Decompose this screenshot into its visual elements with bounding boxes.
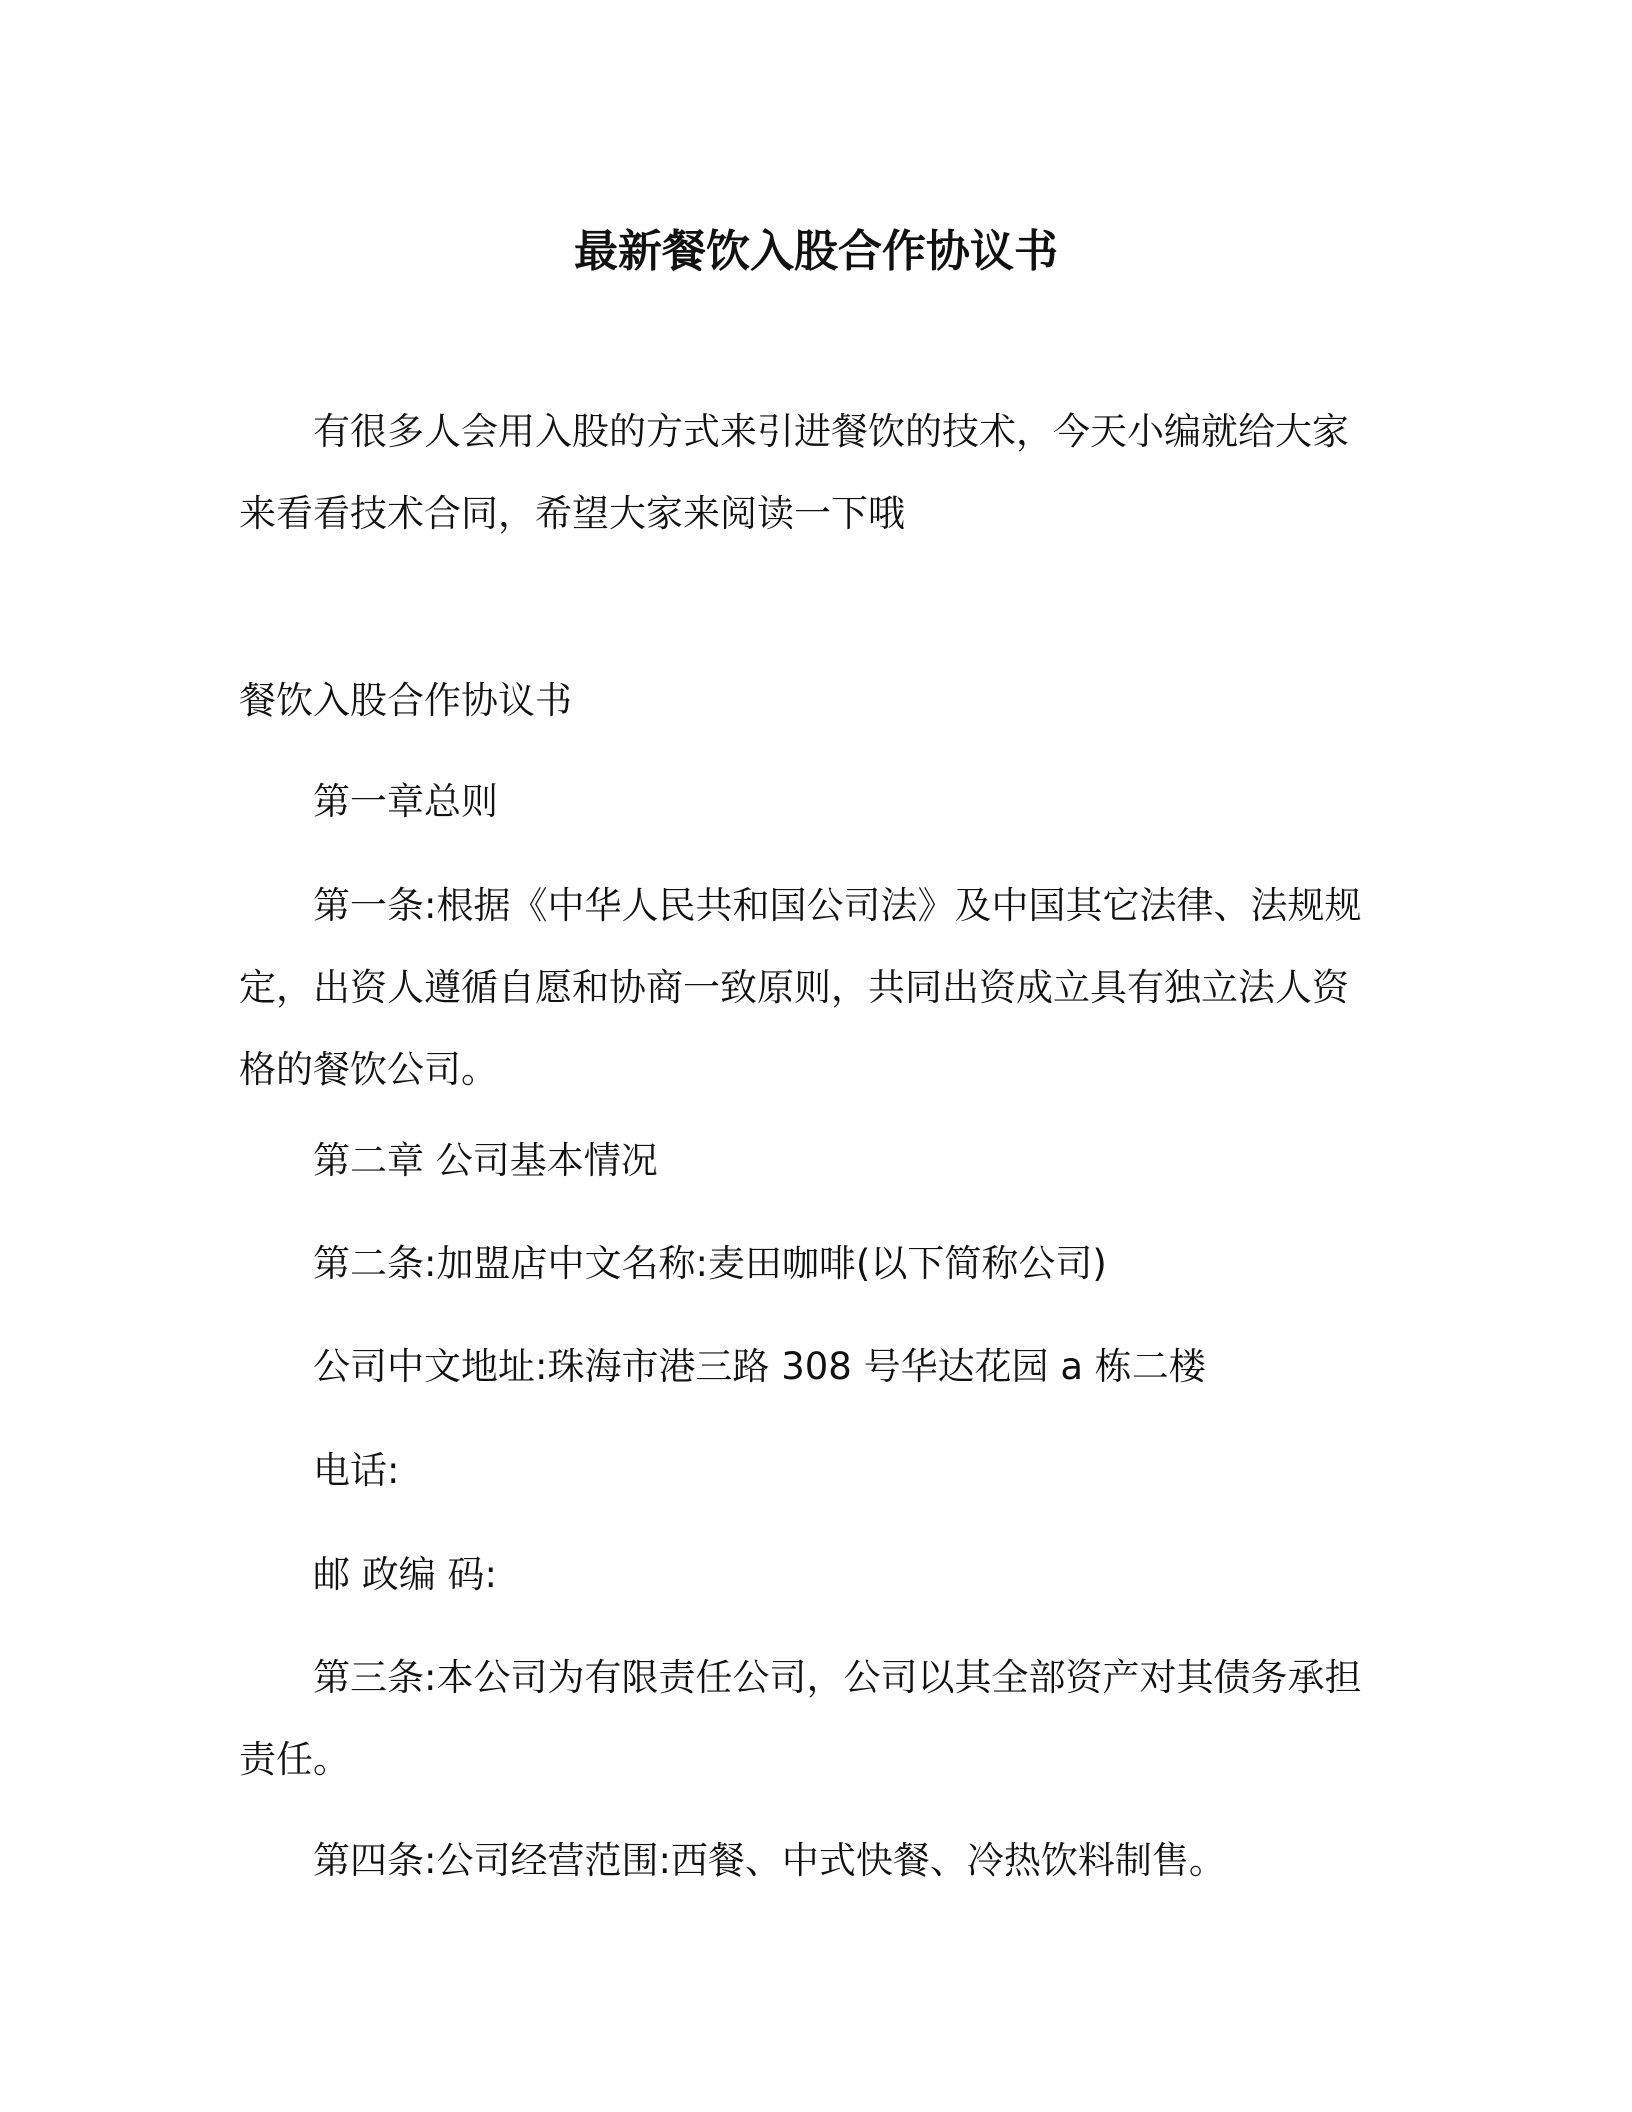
document-title: 最新餐饮入股合作协议书	[574, 226, 1058, 277]
intro-paragraph: 有很多人会用入股的方式来引进餐饮的技术，今天小编就给大家来看看技术合同，希望大家来阅读一下哦	[239, 410, 1349, 535]
article-4-paragraph: 第四条:公司经营范围:西餐、中式快餐、冷热饮料制售。	[313, 1839, 1226, 1882]
article-3-paragraph: 第三条:本公司为有限责任公司，公司以其全部资产对其债务承担责任。	[239, 1656, 1362, 1781]
postcode-paragraph: 邮 政编 码:	[313, 1553, 497, 1596]
chapter-1-heading: 第一章总则	[313, 780, 498, 823]
phone-paragraph: 电话:	[313, 1449, 400, 1492]
subtitle-paragraph: 餐饮入股合作协议书	[239, 679, 572, 722]
article-1-paragraph: 第一条:根据《中华人民共和国公司法》及中国其它法律、法规规定，出资人遵循自愿和协商一致原则，共同出资成立具有独立法人资格的餐饮公司。	[239, 884, 1362, 1091]
article-2-paragraph: 第二条:加盟店中文名称:麦田咖啡(以下简称公司)	[313, 1242, 1107, 1285]
address-paragraph: 公司中文地址:珠海市港三路 308 号华达花园 a 栋二楼	[313, 1345, 1206, 1388]
chapter-2-heading: 第二章 公司基本情况	[313, 1139, 658, 1182]
